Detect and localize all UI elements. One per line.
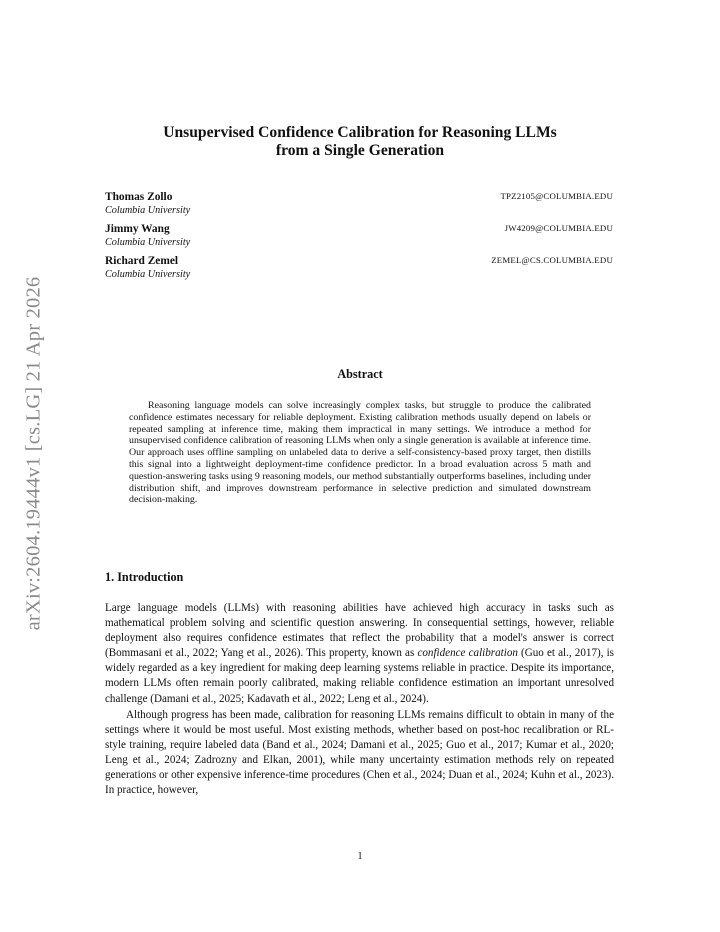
author-block-zemel [105, 254, 613, 282]
intro-paragraph-1 [105, 601, 614, 707]
page-number: 1 [357, 851, 363, 862]
author-affiliation: Columbia University [105, 205, 191, 216]
arxiv-stamp [10, 258, 58, 648]
paper-title-line-2: from a Single Generation [275, 142, 445, 159]
author-block-wang [105, 222, 613, 250]
section-heading-introduction: 1. Introduction [105, 570, 184, 584]
author-affiliation: Columbia University [105, 237, 191, 248]
author-email[interactable]: TPZ2105@COLUMBIA.EDU [500, 191, 613, 201]
author-name: Jimmy Wang [105, 223, 170, 235]
paper-title [104, 124, 616, 160]
author-name: Richard Zemel [105, 255, 179, 267]
author-email[interactable]: JW4209@COLUMBIA.EDU [504, 223, 613, 233]
intro-paragraph-2: Although progress has been made, calibration for reasoning LLMs remains difficult to obtain in many of the settings where it would be most useful. Most existing methods, whether based on post-hoc recalibration or RL-style training, require labeled data (Band et al., 2024; Damani et al., 2025; Guo et al., 2017; Kumar et al., 2020; Leng et al., 2024; Zadrozny and Elkan, 2001), while many uncertainty estimation methods rely on repeated generations or other expensive inference-time procedures (Chen et al., 2024; Duan et al., 2024; Kuhn et al., 2023). In practice, however, [105, 709, 614, 797]
author-affiliation: Columbia University [105, 269, 191, 280]
author-block-zollo [105, 190, 613, 218]
intro-paragraph-1-end: (Guo et al., 2017), is widely regarded as a key ingredient for making deep learning systems reliable in practice. Despite its importance, modern LLMs often remain poorly calibrated, making reliable confidence estimation an important unresolved challenge (Damani et al., 2025; Kadavath et al., 2022; Leng et al., 2024). [105, 647, 614, 705]
author-email[interactable]: ZEMEL@CS.COLUMBIA.EDU [491, 255, 613, 265]
confidence-calibration-term: confidence calibration [417, 647, 518, 660]
abstract-heading: Abstract [337, 367, 383, 381]
arxiv-identifier: arXiv:2604.19444v1 [cs.LG] 21 Apr 2026 [22, 276, 45, 630]
paper-title-line-1: Unsupervised Confidence Calibration for Reasoning LLMs [163, 124, 557, 141]
intro-paragraph-1-start: Large language models (LLMs) with reasoning abilities have achieved high accuracy in tasks such as mathematical problem solving and scientific question answering. In consequential settings, however, reliable deployment also requires confidence estimates that reflect the probability that a model's answer is correct (Bommasani et al., 2022; Yang et al., 2026). This property, known as [105, 602, 614, 660]
abstract-text: Reasoning language models can solve increasingly complex tasks, but struggle to produce the calibrated confidence estimates necessary for reliable deployment. Existing calibration methods usually depend on labels or repeated sampling at inference time, making them impractical in many settings. We introduce a method for unsupervised confidence calibration of reasoning LLMs when only a single generation is available at inference time. Our approach uses offline sampling on unlabeled data to derive a self-consistency-based proxy target, then distills this signal into a lightweight deployment-time confidence predictor. In a broad evaluation across 5 math and question-answering tasks using 9 reasoning models, our method substantially outperforms baselines, including under distribution shift, and improves downstream performance in selective prediction and simulated downstream decision-making. [129, 400, 591, 506]
author-name: Thomas Zollo [105, 191, 173, 203]
